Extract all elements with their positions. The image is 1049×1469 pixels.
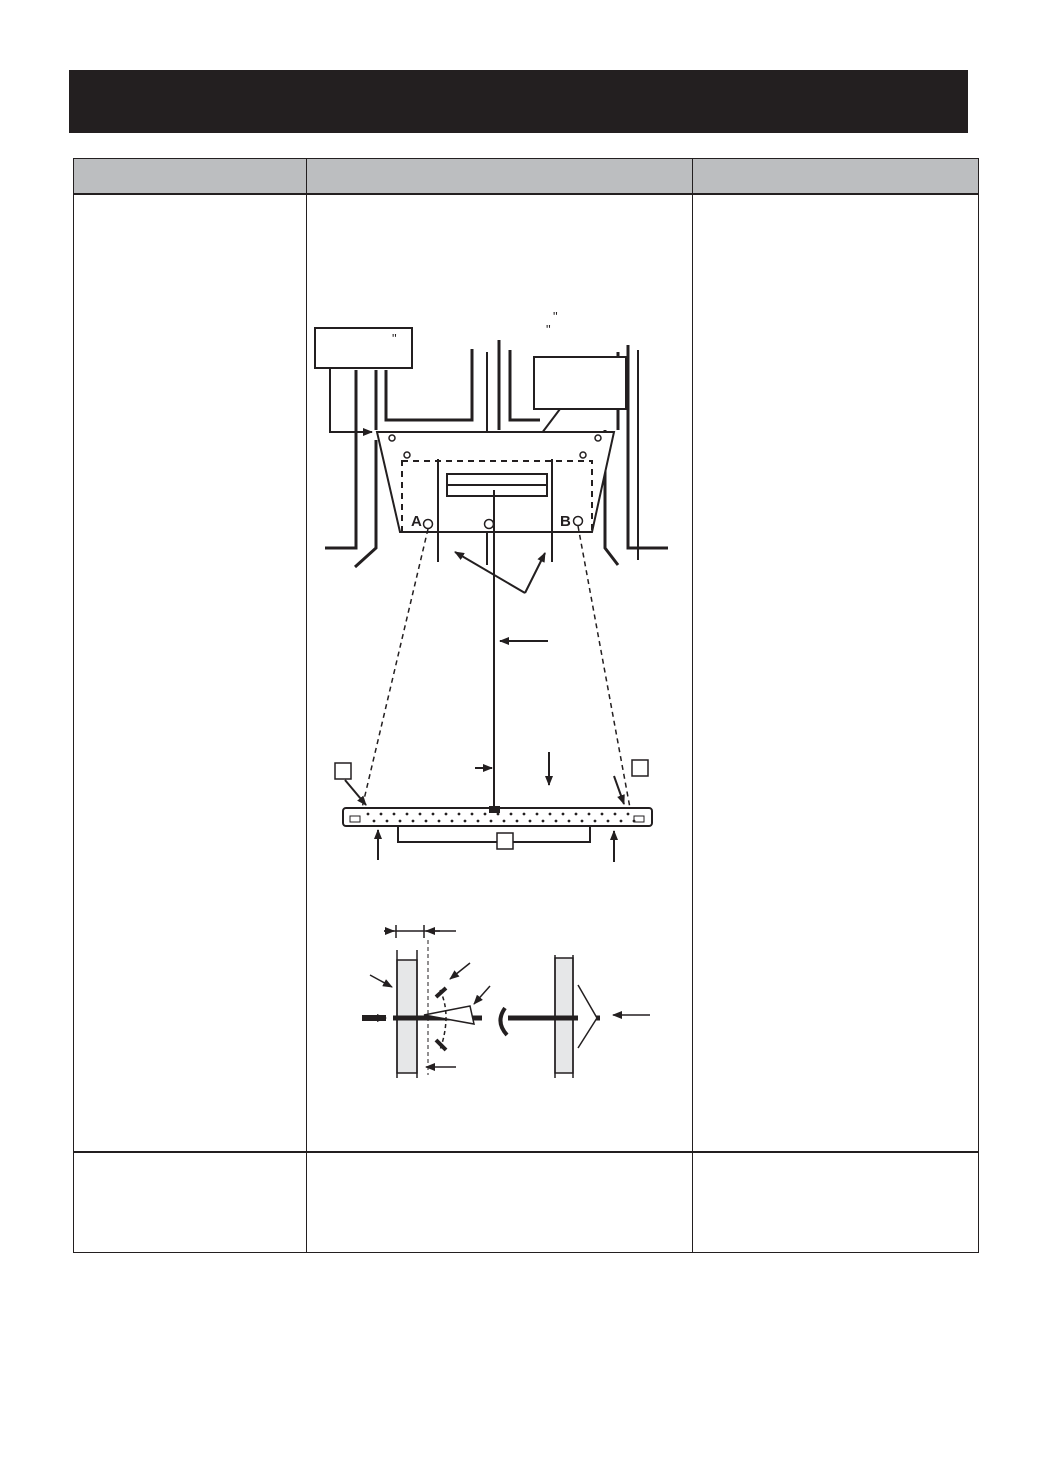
point-a-label: A — [411, 513, 422, 530]
plate-hole — [451, 820, 454, 823]
plate-hole — [588, 813, 591, 816]
plate-hole — [425, 820, 428, 823]
callout-box-left — [315, 328, 412, 368]
plate-hole — [536, 813, 539, 816]
plate-hole — [510, 813, 513, 816]
inch-mark: " — [392, 331, 397, 346]
mounting-plate — [343, 806, 652, 826]
plate-hole — [503, 820, 506, 823]
plate-hole — [627, 813, 630, 816]
plate-hole — [594, 820, 597, 823]
inch-mark: " — [553, 309, 558, 324]
plate-hole — [607, 820, 610, 823]
toggle-bolt-detail — [362, 925, 650, 1078]
plate-hole — [549, 813, 552, 816]
plate-hole — [438, 820, 441, 823]
plate-hole — [393, 813, 396, 816]
plate-hole — [601, 813, 604, 816]
marker-box-center — [497, 833, 513, 849]
point-b-label: B — [560, 513, 571, 530]
plate-hole — [568, 820, 571, 823]
plate-hole — [367, 813, 370, 816]
plate-hole — [555, 820, 558, 823]
plate-hole — [562, 813, 565, 816]
plate-hole — [399, 820, 402, 823]
plate-hole — [575, 813, 578, 816]
plate-hole — [419, 813, 422, 816]
plate-hole — [432, 813, 435, 816]
plate-hole — [516, 820, 519, 823]
plate-hole — [529, 820, 532, 823]
plate-hole — [484, 813, 487, 816]
plate-hole — [542, 820, 545, 823]
plate-hole — [412, 820, 415, 823]
plate-hole — [445, 813, 448, 816]
plate-hole — [581, 820, 584, 823]
plate-hole — [464, 820, 467, 823]
plate-hole — [380, 813, 383, 816]
plate-hole — [471, 813, 474, 816]
plate-hole — [406, 813, 409, 816]
plate-hole — [458, 813, 461, 816]
plate-hole — [373, 820, 376, 823]
plate-hole — [490, 820, 493, 823]
plate-hole — [386, 820, 389, 823]
plate-hole — [614, 813, 617, 816]
marker-box-left — [335, 763, 351, 779]
plate-hole — [497, 813, 500, 816]
cabinet-bottom — [377, 432, 614, 562]
plate-hole — [620, 820, 623, 823]
plate-hole — [523, 813, 526, 816]
inch-mark: " — [546, 322, 551, 337]
marker-box-right — [632, 760, 648, 776]
plate-hole — [477, 820, 480, 823]
callout-box-right — [534, 357, 626, 409]
